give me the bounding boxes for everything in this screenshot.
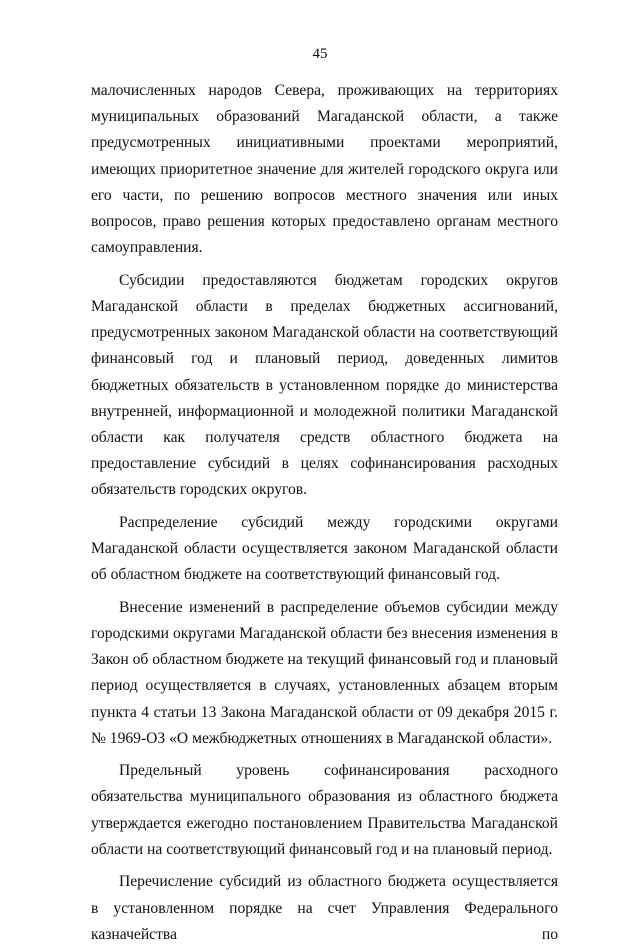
document-body: [91, 78, 558, 948]
paragraph-distribution-changes: Внесение изменений в распределение объемов субсидии между городскими округами Магаданской области без внесения изменения в Закон об областном бюджете на текущий финансовый год и плановый период осуществляется в случаях, установленных абзацем вторым пункта 4 статьи 13 Закона Магаданской области от 09 декабря 2015 г. № 1969-ОЗ «О межбюджетных отношениях в Магаданской области».: [91, 598, 558, 747]
paragraph-subsidies-provision: Субсидии предоставляются бюджетам городских округов Магаданской области в пределах бюджетных ассигнований, предусмотренных законом Магаданской области на соответствующий финансовый год и плановый период, доведенных лимитов бюджетных обязательств в установленном порядке до министерства внутренней, информационной и молодежной политики Магаданской области как получателя средств областного бюджета на предоставление субсидий в целях софинансирования расходных обязательств городских округов.: [91, 271, 558, 499]
paragraph-subsidies-distribution: Распределение субсидий между городскими округами Магаданской области осуществляется законом Магаданской области об областном бюджете на соответствующий финансовый год.: [91, 513, 558, 584]
paragraph-cofinancing-level: Предельный уровень софинансирования расходного обязательства муниципального образования из областного бюджета утверждается ежегодно постановлением Правительства Магаданской области на соответствующий финансовый год и на плановый период.: [91, 762, 558, 858]
paragraph-continuation: малочисленных народов Севера, проживающих на территориях муниципальных образований Магаданской области, а также предусмотренных инициативными проектами мероприятий, имеющих приоритетное значение для жителей городского округа или его части, по решению вопросов местного значения или иных вопросов, право решения которых предоставлено органам местного самоуправления.: [91, 82, 558, 257]
paragraph-subsidies-transfer: Перечисление субсидий из областного бюджета осуществляется в установленном порядке на счет Управления Федерального казначейства по: [91, 873, 558, 943]
page-number: 45: [312, 46, 328, 62]
